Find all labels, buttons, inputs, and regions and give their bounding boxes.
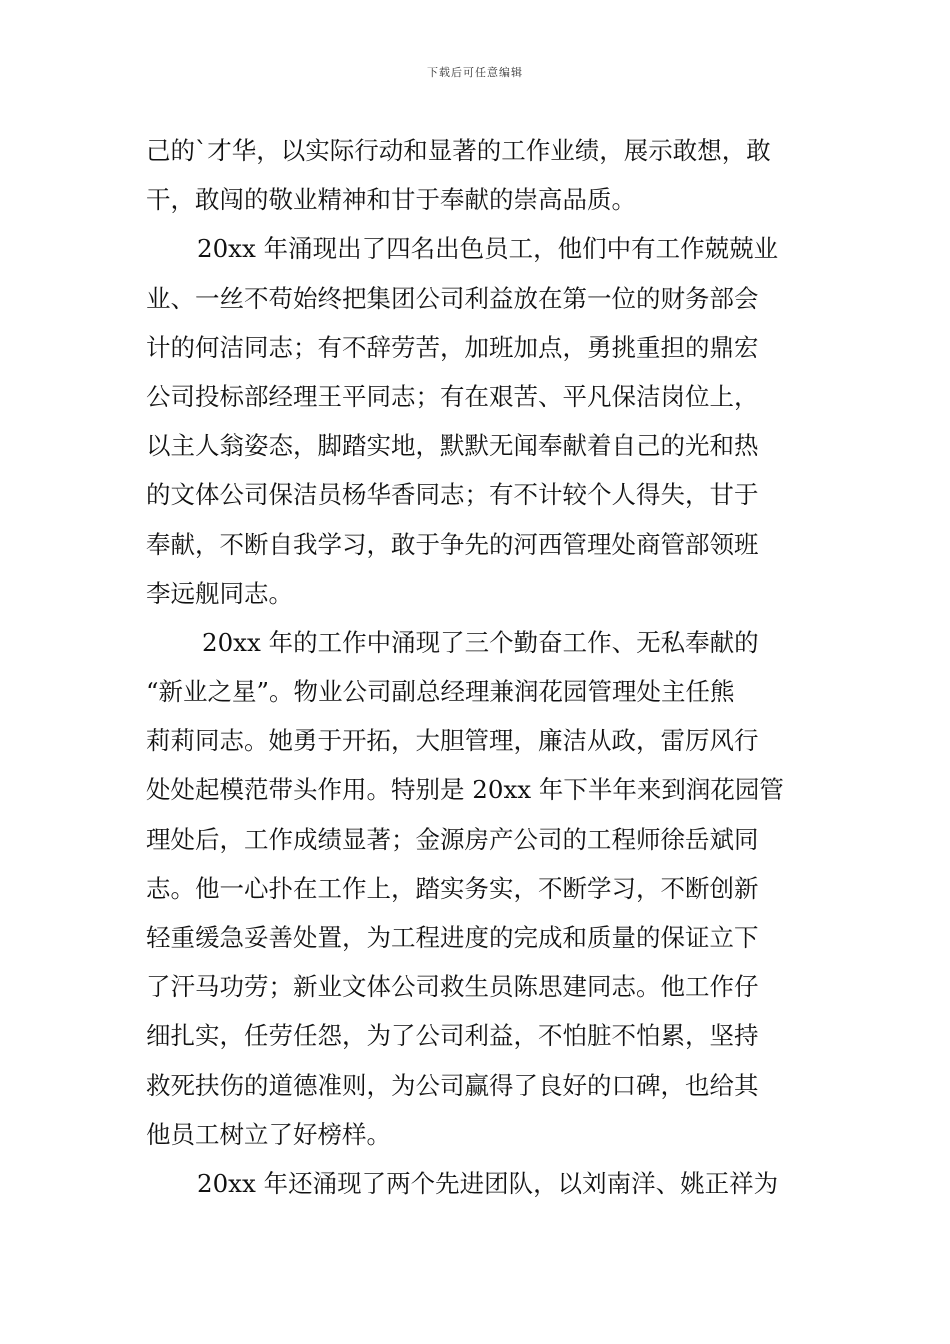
text-line: 志。他一心扑在工作上，踏实务实，不断学习，不断创新 (146, 873, 759, 903)
text-line: 处处起模范带头作用。特别是 20xx 年下半年来到润花园管 (146, 775, 784, 805)
text-line: 的文体公司保洁员杨华香同志；有不计较个人得失，甘于 (146, 480, 759, 510)
text-line: 己的`才华，以实际行动和显著的工作业绩，展示敢想，敢 (146, 136, 771, 165)
text-line: 莉莉同志。她勇于开拓，大胆管理，廉洁从政，雷厉风行 (146, 726, 759, 756)
text-line: 他员工树立了好榜样。 (146, 1119, 391, 1149)
document-body (146, 126, 810, 1208)
page-header: 下载后可任意编辑 (427, 66, 523, 79)
text-line: 理处后，工作成绩显著；金源房产公司的工程师徐岳斌同 (146, 824, 759, 854)
text-line: 奉献，不断自我学习，敢于争先的河西管理处商管部领班 (146, 529, 759, 559)
text-line: 20xx 年的工作中涌现了三个勤奋工作、无私奉献的 (202, 627, 759, 657)
text-line: “新业之星”。物业公司副总经理兼润花园管理处主任熊 (146, 677, 735, 707)
text-line: 公司投标部经理王平同志；有在艰苦、平凡保洁岗位上， (146, 381, 759, 411)
text-line: 20xx 年还涌现了两个先进团队，以刘南洋、姚正祥为 (197, 1168, 779, 1198)
text-line: 轻重缓急妥善处置，为工程进度的完成和质量的保证立下 (146, 923, 759, 952)
text-line: 了汗马功劳；新业文体公司救生员陈思建同志。他工作仔 (146, 972, 759, 1002)
text-line: 李远舰同志。 (146, 578, 293, 608)
text-line: 业、一丝不苟始终把集团公司利益放在第一位的财务部会 (146, 283, 759, 313)
text-line: 20xx 年涌现出了四名出色员工，他们中有工作兢兢业 (197, 234, 779, 264)
text-line: 救死扶伤的道德准则，为公司赢得了良好的口碑，也给其 (146, 1070, 759, 1100)
text-line: 干，敢闯的敬业精神和甘于奉献的崇高品质。 (146, 185, 636, 215)
text-line: 以主人翁姿态，脚踏实地，默默无闻奉献着自己的光和热 (146, 431, 759, 461)
text-line: 细扎实，任劳任怨，为了公司利益，不怕脏不怕累，坚持 (146, 1021, 759, 1051)
text-line: 计的何洁同志；有不辞劳苦，加班加点，勇挑重担的鼎宏 (146, 332, 759, 362)
